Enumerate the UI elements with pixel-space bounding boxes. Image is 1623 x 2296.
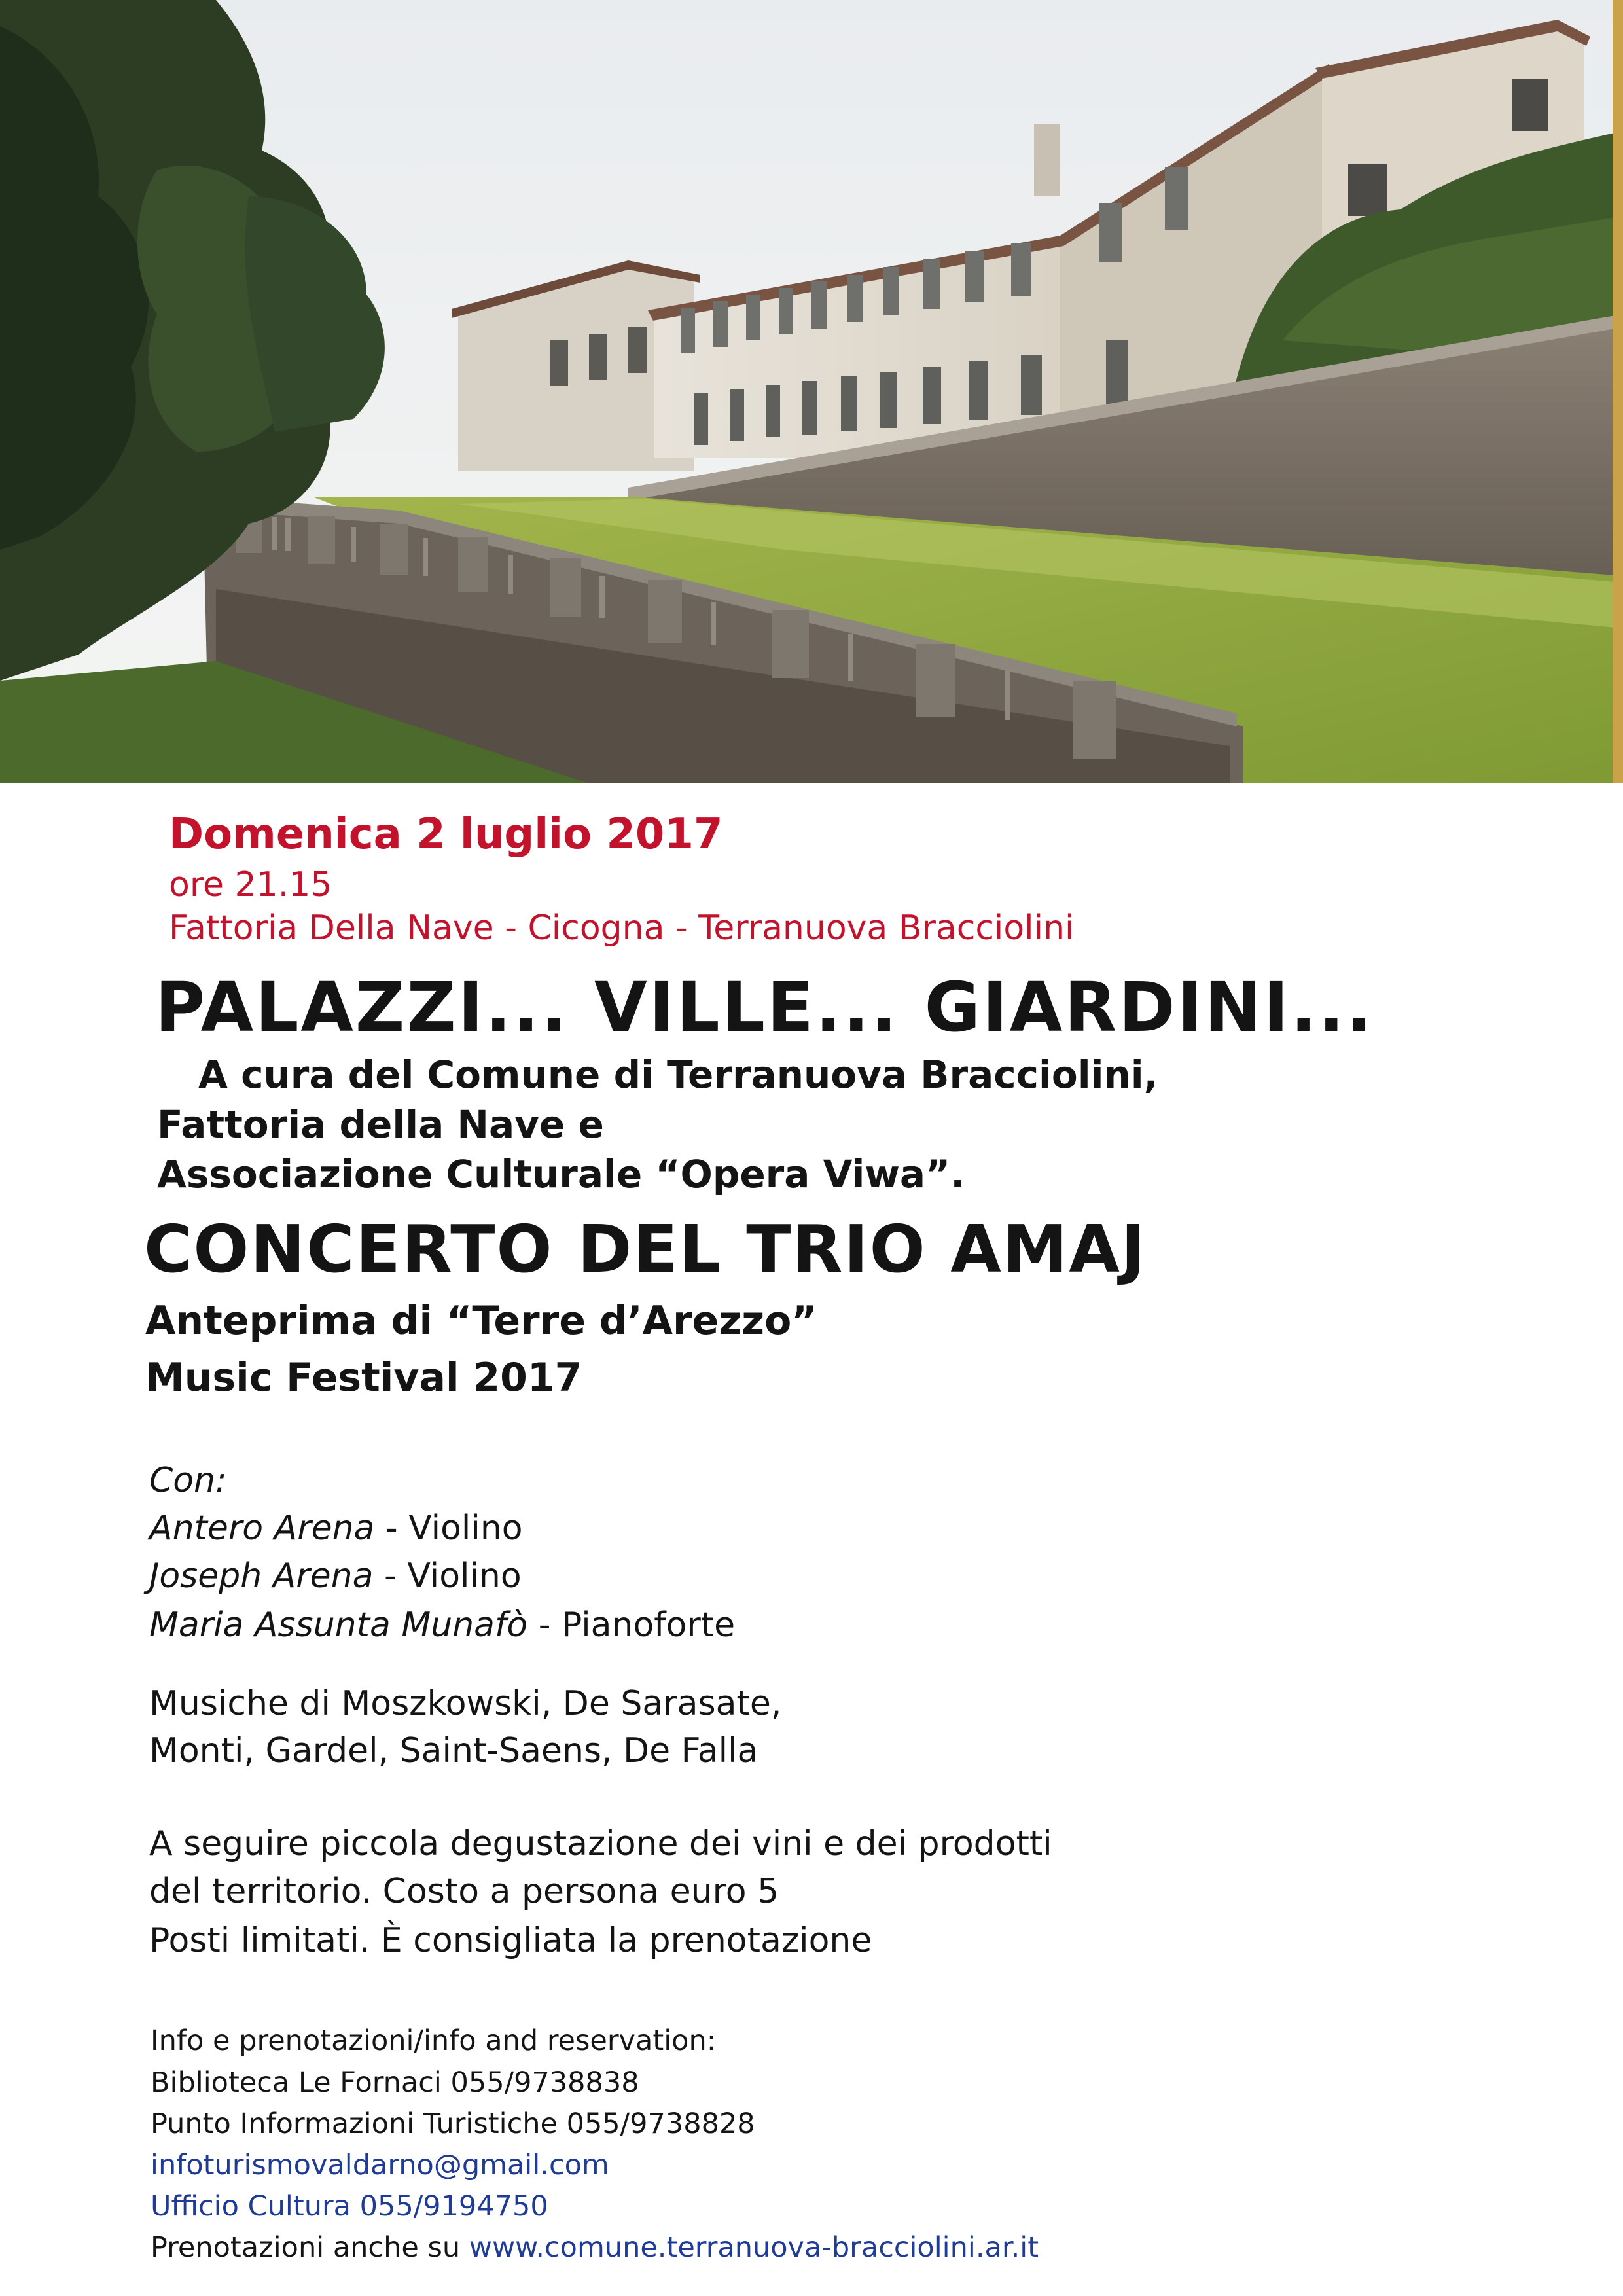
event-location: Fattoria Della Nave - Cicogna - Terranuova Bracciolini xyxy=(169,908,1075,948)
performer-instrument: - Pianoforte xyxy=(527,1605,736,1645)
event-time: ore 21.15 xyxy=(169,865,332,905)
main-title: PALAZZI... VILLE... GIARDINI... xyxy=(155,967,1374,1047)
online-booking-line xyxy=(151,2231,1039,2264)
performer-line xyxy=(149,1556,522,1596)
music-line: Musiche di Moszkowski, De Sarasate, xyxy=(149,1684,782,1723)
performer-line xyxy=(149,1509,523,1548)
tasting-line: del territorio. Costo a persona euro 5 xyxy=(149,1872,779,1911)
concert-title: CONCERTO DEL TRIO AMAJ xyxy=(144,1211,1147,1287)
tourist-point-phone: Punto Informazioni Turistiche 055/9738828 xyxy=(151,2108,755,2140)
performer-instrument: - Violino xyxy=(373,1556,522,1596)
preview-line: Music Festival 2017 xyxy=(145,1355,582,1401)
organizer-line: Associazione Culturale “Opera Viwa”. xyxy=(157,1152,965,1196)
performer-instrument: - Violino xyxy=(374,1509,523,1548)
email-link[interactable]: infoturismovaldarno@gmail.com xyxy=(151,2149,609,2181)
info-heading: Info e prenotazioni/info and reservation: xyxy=(151,2024,717,2057)
tasting-line: Posti limitati. È consigliata la prenotazione xyxy=(149,1921,872,1960)
performer-line xyxy=(149,1605,735,1645)
music-line: Monti, Gardel, Saint-Saens, De Falla xyxy=(149,1731,758,1770)
organizer-line: Fattoria della Nave e xyxy=(157,1102,604,1147)
culture-office-phone: Ufficio Cultura 055/9194750 xyxy=(151,2190,548,2223)
tasting-line: A seguire piccola degustazione dei vini e dei prodotti xyxy=(149,1824,1052,1863)
villa-photo xyxy=(0,0,1623,783)
event-date: Domenica 2 luglio 2017 xyxy=(169,810,723,859)
preview-line: Anteprima di “Terre d’Arezzo” xyxy=(145,1298,817,1344)
online-booking-prefix: Prenotazioni anche su xyxy=(151,2231,469,2264)
organizer-line: A cura del Comune di Terranuova Bracciolini, xyxy=(198,1052,1158,1097)
performer-name: Antero Arena xyxy=(149,1509,375,1548)
gold-edge-rule xyxy=(1613,0,1623,783)
performers-label: Con: xyxy=(149,1461,227,1500)
performer-name: Joseph Arena xyxy=(149,1556,374,1596)
library-phone: Biblioteca Le Fornaci 055/9738838 xyxy=(151,2066,639,2099)
website-link[interactable]: www.comune.terranuova-bracciolini.ar.it xyxy=(469,2231,1039,2264)
performer-name: Maria Assunta Munafò xyxy=(149,1605,528,1645)
